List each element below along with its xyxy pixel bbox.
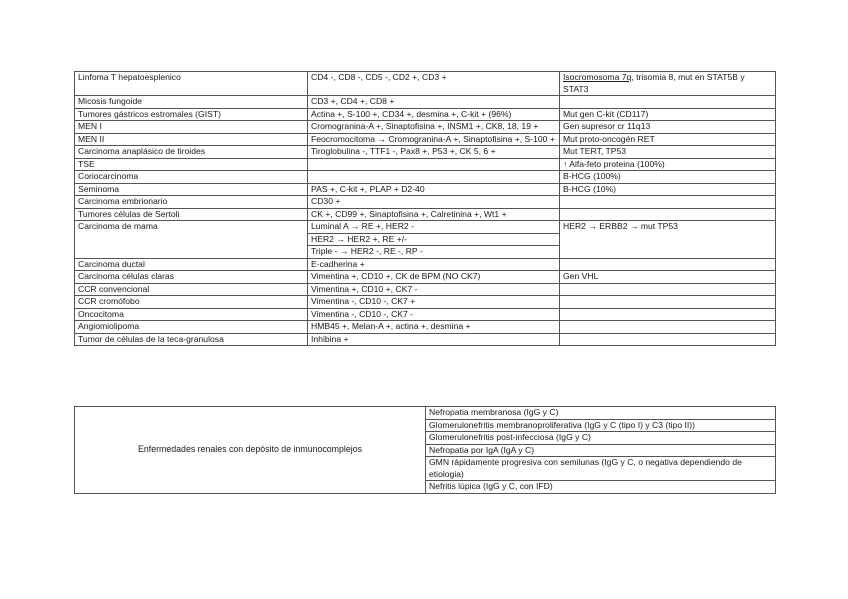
genetics-cell: Mut gen C-kit (CD117) (560, 108, 776, 121)
table-row (75, 296, 776, 309)
markers-cell: Cromogranina-A +, Sinaptofisina +, INSM1 +, CK8, 18, 19 + (308, 121, 560, 134)
genetics-cell: Gen VHL (560, 271, 776, 284)
table-row (75, 208, 776, 221)
table-row (75, 308, 776, 321)
markers-cell: CD30 + (308, 196, 560, 209)
genetics-cell: B-HCG (10%) (560, 183, 776, 196)
diagnosis-cell: TSE (75, 158, 308, 171)
markers-cell: Vimentina -, CD10 -, CK7 - (308, 308, 560, 321)
genetics-cell: B-HCG (100%) (560, 171, 776, 184)
genetics-cell: HER2 → ERBB2 → mut TP53 (560, 221, 776, 259)
table-row (75, 72, 776, 96)
markers-cell: E-cadherina + (308, 258, 560, 271)
table-row (75, 121, 776, 134)
genetics-cell (560, 258, 776, 271)
table-row (75, 146, 776, 159)
diagnosis-cell: MEN I (75, 121, 308, 134)
table-row (75, 271, 776, 284)
table-row (75, 333, 776, 346)
diagnosis-cell: Angiomiolipoma (75, 321, 308, 334)
table-row (75, 183, 776, 196)
underlined-term: Isocromosoma 7q (563, 72, 632, 82)
disease-cell: Nefritis lúpica (IgG y C, con IFD) (426, 481, 776, 494)
diagnosis-cell: Tumor de células de la teca-granulosa (75, 333, 308, 346)
diagnosis-cell: Tumores células de Sertoli (75, 208, 308, 221)
markers-cell (308, 171, 560, 184)
genetics-cell (560, 308, 776, 321)
diagnosis-cell: Carcinoma células claras (75, 271, 308, 284)
genetics-cell (560, 196, 776, 209)
disease-cell: Nefropatia membranosa (IgG y C) (426, 407, 776, 420)
markers-cell (308, 158, 560, 171)
diagnosis-cell: Carcinoma ductal (75, 258, 308, 271)
genetics-cell (560, 208, 776, 221)
markers-cell: CD3 +, CD4 +, CD8 + (308, 96, 560, 109)
diagnosis-cell: Carcinoma embrionario (75, 196, 308, 209)
diagnosis-cell: CCR cromófobo (75, 296, 308, 309)
immunohistochemistry-table (74, 71, 776, 346)
disease-cell: GMN rápidamente progresiva con semilunas (IgG y C, o negativa dependiendo de etiologia) (426, 457, 776, 481)
markers-cell: Feocromocitoma → Cromogranina-A +, Sinaptofisina +, S-100 + (308, 133, 560, 146)
markers-cell: CD4 -, CD8 -, CD5 -, CD2 +, CD3 + (308, 72, 560, 96)
genetics-cell (560, 296, 776, 309)
table-row (75, 321, 776, 334)
genetics-cell (560, 72, 776, 96)
markers-cell: Inhibina + (308, 333, 560, 346)
genetics-cell: Mut proto-oncogén RET (560, 133, 776, 146)
markers-cell: Luminal A → RE +, HER2 - (308, 221, 560, 234)
diagnosis-cell: Tumores gástricos estromales (GIST) (75, 108, 308, 121)
table-row (75, 196, 776, 209)
diagnosis-cell: MEN II (75, 133, 308, 146)
diagnosis-cell: Coriocarcinoma (75, 171, 308, 184)
diagnosis-cell: Carcinoma anaplásico de tiroides (75, 146, 308, 159)
markers-cell: HER2 → HER2 +, RE +/- (308, 233, 560, 246)
markers-cell: HMB45 +, Melan-A +, actina +, desmina + (308, 321, 560, 334)
table-row (75, 133, 776, 146)
genetics-cell (560, 333, 776, 346)
markers-cell: CK +, CD99 +, Sinaptofisina +, Calretinina +, Wt1 + (308, 208, 560, 221)
diagnosis-cell: CCR convencional (75, 283, 308, 296)
genetics-cell: Mut TERT, TP53 (560, 146, 776, 159)
genetics-cell (560, 96, 776, 109)
markers-cell: Triple - → HER2 -, RE -, RP - (308, 246, 560, 259)
diagnosis-cell: Linfoma T hepatoesplenico (75, 72, 308, 96)
diagnosis-cell: Carcinoma de mama (75, 221, 308, 259)
genetics-cell: ↑ Alfa-feto proteina (100%) (560, 158, 776, 171)
markers-cell: Actina +, S-100 +, CD34 +, desmina +, C-kit + (96%) (308, 108, 560, 121)
disease-cell: Nefropatia por IgA (IgA y C) (426, 444, 776, 457)
genetics-text: , trisomia 8, mut en STAT5B y STAT3 (563, 72, 745, 94)
table-row (75, 171, 776, 184)
table-row (75, 258, 776, 271)
group-title-cell: Enfermedades renales con depósito de inmunocomplejos (75, 407, 426, 494)
genetics-cell (560, 321, 776, 334)
disease-cell: Glomerulonefritis post-infecciosa (IgG y C) (426, 432, 776, 445)
renal-diseases-table (74, 406, 776, 494)
table-row (75, 158, 776, 171)
table-row (75, 96, 776, 109)
table-row (75, 407, 776, 420)
disease-cell: Glomerulonefritis membranoproliferativa (IgG y C (tipo I) y C3 (tipo II)) (426, 419, 776, 432)
genetics-cell (560, 283, 776, 296)
diagnosis-cell: Oncocitoma (75, 308, 308, 321)
markers-cell: Tiroglobulina -, TTF1 -, Pax8 +, P53 +, CK 5, 6 + (308, 146, 560, 159)
diagnosis-cell: Micosis fungoide (75, 96, 308, 109)
genetics-cell: Gen supresor cr 11q13 (560, 121, 776, 134)
table-row (75, 283, 776, 296)
table-row (75, 108, 776, 121)
markers-cell: Vimentina +, CD10 +, CK de BPM (NO CK7) (308, 271, 560, 284)
diagnosis-cell: Seminoma (75, 183, 308, 196)
markers-cell: Vimentina -, CD10 -, CK7 + (308, 296, 560, 309)
markers-cell: Vimentina +, CD10 +, CK7 - (308, 283, 560, 296)
table-row (75, 221, 776, 234)
markers-cell: PAS +, C-kit +, PLAP + D2-40 (308, 183, 560, 196)
